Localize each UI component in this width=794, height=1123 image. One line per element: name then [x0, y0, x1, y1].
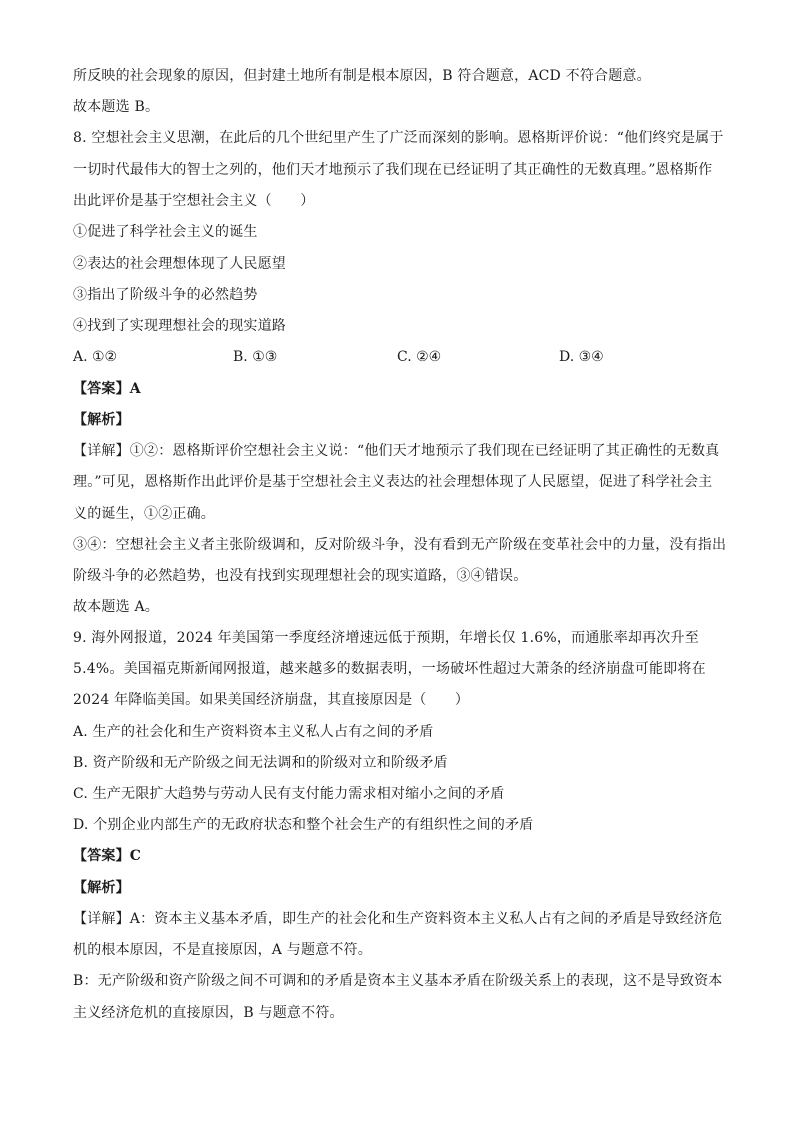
option-d: D. ③④	[559, 349, 604, 365]
explanation-line: 【详解】A：资本主义基本矛盾，即生产的社会化和生产资料资本主义私人占有之间的矛盾是导致经济危	[73, 911, 723, 927]
statement-3: ③指出了阶级斗争的必然趋势	[73, 287, 258, 303]
explanation-line: ③④：空想社会主义者主张阶级调和，反对阶级斗争，没有看到无产阶级在变革社会中的力量，没有指出	[73, 537, 727, 553]
text-line: 故本题选 B。	[73, 99, 160, 115]
option-b: B. 资产阶级和无产阶级之间无法调和的阶级对立和阶级矛盾	[73, 755, 448, 771]
option-a: A. ①②	[73, 349, 118, 365]
option-c: C. 生产无限扩大趋势与劳动人民有支付能力需求相对缩小之间的矛盾	[73, 786, 505, 802]
selection-line: 故本题选 A。	[73, 599, 159, 615]
question-9-stem: 9. 海外网报道，2024 年美国第一季度经济增速远低于预期，年增长仅 1.6%，而通胀率却再次升至	[73, 630, 699, 646]
question-8-stem: 一切时代最伟大的智士之列的，他们天才地预示了我们现在已经证明了其正确性的无数真理。”恩格斯作	[73, 162, 713, 178]
answer-label: 【答案】C	[73, 848, 142, 864]
explanation-line: 机的根本原因，不是直接原因，A 与题意不符。	[73, 942, 372, 958]
question-8-stem: 8. 空想社会主义思潮，在此后的几个世纪里产生了广泛而深刻的影响。恩格斯评价说：“他们终究是属于	[73, 130, 724, 146]
option-d: D. 个别企业内部生产的无政府状态和整个社会生产的有组织性之间的矛盾	[73, 817, 534, 833]
question-9-stem: 5.4%。美国福克斯新闻网报道，越来越多的数据表明，一场破坏性超过大萧条的经济崩盘可能即将在	[73, 661, 706, 677]
analysis-label: 【解析】	[73, 880, 130, 896]
question-8-stem: 出此评价是基于空想社会主义（ ）	[73, 193, 315, 209]
explanation-line: 理。”可见，恩格斯作出此评价是基于空想社会主义表达的社会理想体现了人民愿望，促进了科学社会主	[73, 474, 713, 490]
explanation-line: B：无产阶级和资产阶级之间不可调和的矛盾是资本主义基本矛盾在阶级关系上的表现，这不是导致资本	[73, 973, 723, 989]
explanation-line: 义的诞生，①②正确。	[73, 506, 215, 522]
question-9-stem: 2024 年降临美国。如果美国经济崩盘，其直接原因是（ ）	[73, 692, 470, 708]
statement-1: ①促进了科学社会主义的诞生	[73, 224, 258, 240]
option-c: C. ②④	[397, 349, 442, 365]
explanation-line: 阶级斗争的必然趋势，也没有找到实现理想社会的现实道路，③④错误。	[73, 568, 528, 584]
explanation-line: 主义经济危机的直接原因，B 与题意不符。	[73, 1005, 344, 1021]
text-line: 所反映的社会现象的原因，但封建土地所有制是根本原因，B 符合题意，ACD 不符合题意。	[73, 68, 651, 84]
option-a: A. 生产的社会化和生产资料资本主义私人占有之间的矛盾	[73, 724, 434, 740]
answer-label: 【答案】A	[73, 381, 141, 397]
analysis-label: 【解析】	[73, 412, 130, 428]
explanation-line: 【详解】①②：恩格斯评价空想社会主义说：“他们天才地预示了我们现在已经证明了其正确性的无数真	[73, 443, 720, 459]
statement-4: ④找到了实现理想社会的现实道路	[73, 318, 286, 334]
statement-2: ②表达的社会理想体现了人民愿望	[73, 256, 286, 272]
option-b: B. ①③	[233, 349, 278, 365]
